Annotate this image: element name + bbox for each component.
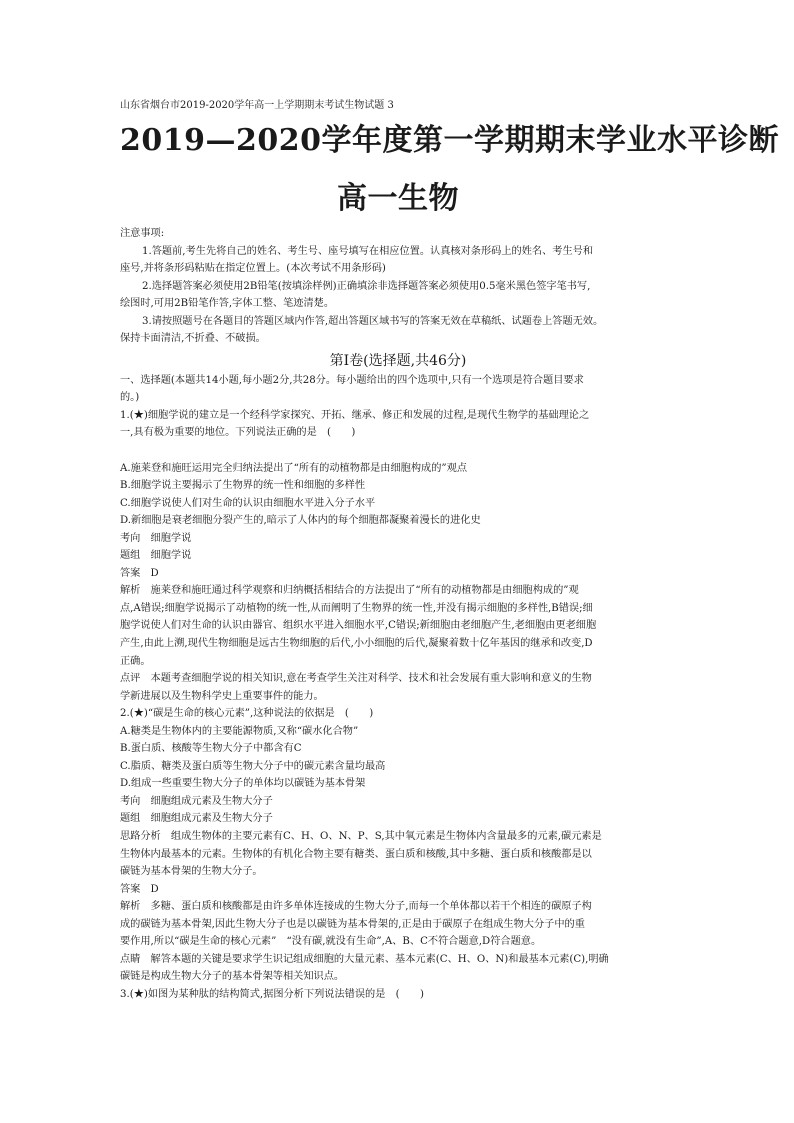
q2-stem: 2.(★)“碳是生命的核心元素”,这种说法的依据是 ( ) (120, 708, 374, 720)
q2-tizu: 题组 细胞组成元素及生物大分子 (120, 813, 273, 825)
notice-item-1-cont: 座号,并将条形码粘贴在指定位置上。(本次考试不用条形码) (120, 263, 386, 275)
section-title: 第Ⅰ卷(选择题,共46分) (329, 352, 467, 369)
q1-analysis-3: 胞学说使人们对生命的认识由器官、组织水平进入细胞水平,C错误;新细胞由老细胞产生,老细胞由更老细胞 (120, 620, 597, 632)
q1-stem-cont: 一,具有极为重要的地位。下列说法正确的是 ( ) (120, 427, 356, 439)
q2-tip-1: 点睛 解答本题的关键是要求学生识记组成细胞的大量元素、基本元素(C、H、O、N)和最基本元素(C),明确 (120, 953, 609, 965)
notice-block (120, 225, 676, 348)
spacer (120, 442, 676, 460)
notice-item-2-cont: 绘图时,可用2B铅笔作答,字体工整、笔迹清楚。 (120, 298, 335, 310)
question-1 (120, 407, 676, 705)
q1-analysis-4: 产生,由此上溯,现代生物细胞是远古生物细胞的后代,小小细胞的后代,凝聚着数十亿年基因的继承和改变,D (120, 637, 593, 649)
q2-thinking-2: 生物体内最基本的元素。生物体的有机化合物主要有糖类、蛋白质和核酸,其中多糖、蛋白质和核酸都是以 (120, 848, 592, 860)
q1-analysis-2: 点,A错误;细胞学说揭示了动植物的统一性,从而阐明了生物界的统一性,并没有揭示细胞的多样性,B错误;细 (120, 602, 593, 614)
q2-analysis-1: 解析 多糖、蛋白质和核酸都是由许多单体连接成的生物大分子,而每一个单体都以若干个相连的碳原子构 (120, 901, 592, 913)
q2-thinking-1: 思路分析 组成生物体的主要元素有C、H、O、N、P、S,其中氧元素是生物体内含量最多的元素,碳元素是 (120, 831, 602, 842)
q2-kaoxiang: 考向 细胞组成元素及生物大分子 (120, 795, 273, 807)
q1-answer: 答案 D (120, 567, 159, 579)
document-page (120, 98, 779, 1003)
q2-option-c: C.脂质、糖类及蛋白质等生物大分子中的碳元素含量均最高 (120, 760, 386, 772)
q2-tip-2: 碳链是构成生物大分子的基本骨架等相关知识点。 (120, 971, 345, 983)
q3-stem: 3.(★)如图为某种肽的结构简式,据图分析下列说法错误的是 ( ) (120, 988, 424, 1000)
source-line: 山东省烟台市2019-2020学年高一上学期期末考试生物试题 3 (120, 100, 394, 111)
q2-option-b: B.蛋白质、核酸等生物大分子中都含有C (120, 743, 302, 755)
notice-heading: 注意事项: (120, 228, 165, 239)
q1-comment-1: 点评 本题考查细胞学说的相关知识,意在考查学生关注对科学、技术和社会发展有重大影响和意义的生物 (120, 673, 592, 685)
q2-option-d: D.组成一些重要生物大分子的单体均以碳链为基本骨架 (120, 778, 366, 790)
q1-comment-2: 学新进展以及生物科学史上重要事件的能力。 (120, 690, 324, 702)
document-title: 2019—2020学年度第一学期期末学业水平诊断 (120, 123, 779, 158)
notice-item-3: 3.请按照题号在各题目的答题区域内作答,超出答题区域书写的答案无效在草稿纸、试题卷上答题无效。 (142, 315, 604, 327)
section-intro: 一、选择题(本题共14小题,每小题2分,共28分。每小题给出的四个选项中,只有一个选项是符合题目要求 (120, 374, 584, 386)
q2-analysis-3: 要作用,所以“碳是生命的核心元素” “没有碳,就没有生命”,A、B、C不符合题意,D符合题意。 (120, 936, 542, 948)
q1-option-d: D.新细胞是衰老细胞分裂产生的,暗示了人体内的每个细胞都凝聚着漫长的进化史 (120, 515, 481, 527)
q1-kaoxiang: 考向 细胞学说 (120, 532, 192, 544)
section-intro-cont: 的。) (120, 392, 140, 404)
q1-analysis-1: 解析 施莱登和施旺通过科学观察和归纳概括相结合的方法提出了“所有的动植物都是由细胞构成的”观 (120, 585, 579, 597)
q2-answer: 答案 D (120, 883, 159, 895)
q1-tizu: 题组 细胞学说 (120, 550, 192, 562)
q1-analysis-5: 正确。 (120, 655, 151, 667)
document-subtitle: 高一生物 (337, 181, 459, 216)
notice-item-1: 1.答题前,考生先将自己的姓名、考生号、座号填写在相应位置。认真核对条形码上的姓名、考生号和 (142, 245, 594, 257)
notice-item-3-cont: 保持卡面清洁,不折叠、不破损。 (120, 333, 266, 345)
q2-option-a: A.糖类是生物体内的主要能源物质,又称“碳水化合物” (120, 725, 359, 737)
q1-option-b: B.细胞学说主要揭示了生物界的统一性和细胞的多样性 (120, 480, 366, 492)
q1-option-c: C.细胞学说使人们对生命的认识由细胞水平进入分子水平 (120, 497, 376, 509)
q1-stem: 1.(★)细胞学说的建立是一个经科学家探究、开拓、继承、修正和发展的过程,是现代生物学的基础理论之 (120, 409, 590, 421)
q1-option-a: A.施莱登和施旺运用完全归纳法提出了“所有的动植物都是由细胞构成的”观点 (120, 462, 468, 474)
q2-analysis-2: 成的碳链为基本骨架,因此生物大分子也是以碳链为基本骨架的,正是由于碳原子在组成生物大分子中的重 (120, 918, 585, 930)
question-3 (120, 986, 676, 1004)
notice-item-2: 2.选择题答案必须使用2B铅笔(按填涂样例)正确填涂非选择题答案必须使用0.5毫米黑色签字笔书写, (142, 280, 591, 292)
q2-thinking-3: 碳链为基本骨架的生物大分子。 (120, 866, 263, 878)
question-2 (120, 705, 676, 986)
